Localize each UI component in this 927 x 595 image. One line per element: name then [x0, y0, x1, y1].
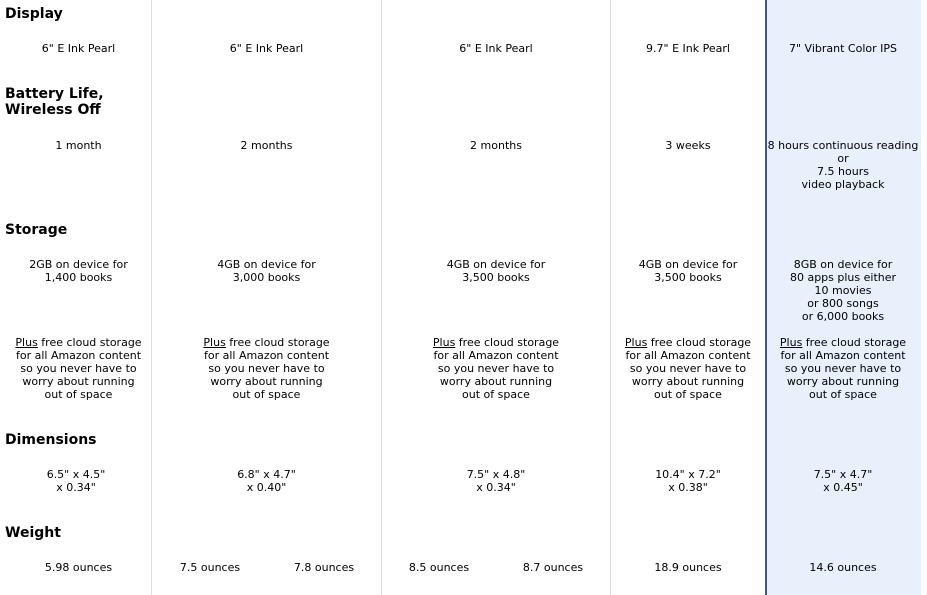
dimensions-line: x 0.40": [246, 481, 287, 494]
section-heading-battery: [5, 86, 104, 118]
cloud-line: worry about running: [210, 375, 323, 388]
section-heading-dimensions: Dimensions: [5, 432, 97, 448]
battery-line: 8 hours continuous reading: [767, 139, 919, 152]
weight-cell: 7.8 ounces: [293, 561, 355, 574]
cloud-line: free cloud storage: [37, 336, 142, 349]
display-cell: 6" E Ink Pearl: [41, 42, 116, 55]
storage-line: 3,000 books: [232, 271, 301, 284]
storage-line: or 800 songs: [807, 297, 879, 310]
cloud-line: worry about running: [439, 375, 553, 388]
dimensions-line: x 0.34": [56, 481, 96, 494]
storage-line: 2GB on device for: [29, 258, 128, 271]
battery-cell: 1 month: [55, 139, 102, 152]
storage-line: 4GB on device for: [217, 258, 316, 271]
cloud-storage-note: [152, 336, 381, 401]
cloud-line: free cloud storage: [455, 336, 560, 349]
dimensions-cell: [0, 468, 152, 494]
column-divider: [151, 0, 152, 595]
cloud-line: for all Amazon content: [203, 349, 330, 362]
column-divider: [381, 0, 382, 595]
display-cell: 7" Vibrant Color IPS: [789, 42, 897, 55]
storage-line: 10 movies: [814, 284, 872, 297]
cloud-line: out of space: [809, 388, 877, 401]
weight-cell: 8.5 ounces: [408, 561, 470, 574]
cloud-line: for all Amazon content: [780, 349, 906, 362]
cloud-storage-note: [765, 336, 921, 401]
cloud-storage-note: [382, 336, 610, 401]
cloud-line: worry about running: [631, 375, 745, 388]
plus-link[interactable]: Plus: [15, 336, 38, 349]
section-heading-storage: Storage: [5, 222, 68, 238]
storage-line: 80 apps plus either: [789, 271, 897, 284]
cloud-line: for all Amazon content: [625, 349, 751, 362]
cloud-line: out of space: [44, 388, 113, 401]
cloud-line: out of space: [462, 388, 530, 401]
cloud-line: so you never have to: [784, 362, 902, 375]
dimensions-line: 7.5" x 4.7": [813, 468, 873, 481]
storage-line: 4GB on device for: [638, 258, 738, 271]
storage-line: 3,500 books: [462, 271, 530, 284]
cloud-line: so you never have to: [208, 362, 325, 375]
dimensions-line: 6.5" x 4.5": [46, 468, 106, 481]
plus-link[interactable]: Plus: [779, 336, 803, 349]
dimensions-cell: [382, 468, 610, 494]
cloud-line: free cloud storage: [647, 336, 752, 349]
weight-cell: 14.6 ounces: [809, 561, 877, 574]
cloud-line: free cloud storage: [802, 336, 907, 349]
display-cell: 6" E Ink Pearl: [229, 42, 304, 55]
dimensions-line: 10.4" x 7.2": [655, 468, 721, 481]
dimensions-line: x 0.38": [668, 481, 708, 494]
battery-cell: [765, 139, 921, 191]
cloud-line: for all Amazon content: [433, 349, 559, 362]
display-cell: 9.7" E Ink Pearl: [646, 42, 730, 55]
battery-cell: 2 months: [240, 139, 293, 152]
battery-line: 7.5 hours: [817, 165, 869, 178]
plus-link[interactable]: Plus: [624, 336, 648, 349]
cloud-line: free cloud storage: [225, 336, 330, 349]
cloud-line: out of space: [654, 388, 722, 401]
weight-cell: 18.9 ounces: [654, 561, 722, 574]
cloud-line: so you never have to: [437, 362, 555, 375]
dimensions-line: 6.8" x 4.7": [237, 468, 296, 481]
battery-cell: 2 months: [470, 139, 522, 152]
dimensions-cell: [765, 468, 921, 494]
cloud-storage-note: [0, 336, 157, 401]
storage-cell: [0, 258, 157, 284]
storage-cell: [765, 258, 921, 323]
plus-link[interactable]: Plus: [432, 336, 456, 349]
storage-cell: [382, 258, 610, 284]
cloud-storage-note: [611, 336, 765, 401]
storage-line: 4GB on device for: [446, 258, 546, 271]
dimensions-line: 7.5" x 4.8": [466, 468, 526, 481]
weight-cell: 7.5 ounces: [179, 561, 241, 574]
section-heading-display: Display: [5, 6, 63, 22]
storage-cell: [152, 258, 381, 284]
battery-line: video playback: [801, 178, 885, 191]
display-cell: 6" E Ink Pearl: [459, 42, 533, 55]
dimensions-line: x 0.34": [476, 481, 516, 494]
dimensions-line: x 0.45": [823, 481, 863, 494]
storage-line: 8GB on device for: [793, 258, 893, 271]
cloud-line: so you never have to: [20, 362, 137, 375]
section-heading-weight: Weight: [5, 525, 61, 541]
battery-cell: 3 weeks: [665, 139, 711, 152]
storage-line: 3,500 books: [654, 271, 722, 284]
weight-cell: 5.98 ounces: [44, 561, 113, 574]
battery-line: or: [837, 152, 849, 165]
storage-cell: [611, 258, 765, 284]
battery-heading-line: Wireless Off: [5, 102, 101, 118]
weight-cell: 8.7 ounces: [522, 561, 584, 574]
storage-line: 1,400 books: [44, 271, 113, 284]
cloud-line: worry about running: [22, 375, 135, 388]
dimensions-cell: [611, 468, 765, 494]
cloud-line: so you never have to: [629, 362, 747, 375]
storage-line: or 6,000 books: [801, 310, 885, 323]
cloud-line: worry about running: [786, 375, 900, 388]
battery-heading-line: Battery Life,: [5, 86, 104, 102]
column-divider: [610, 0, 611, 595]
dimensions-cell: [152, 468, 381, 494]
cloud-line: out of space: [232, 388, 301, 401]
plus-link[interactable]: Plus: [203, 336, 226, 349]
cloud-line: for all Amazon content: [15, 349, 142, 362]
